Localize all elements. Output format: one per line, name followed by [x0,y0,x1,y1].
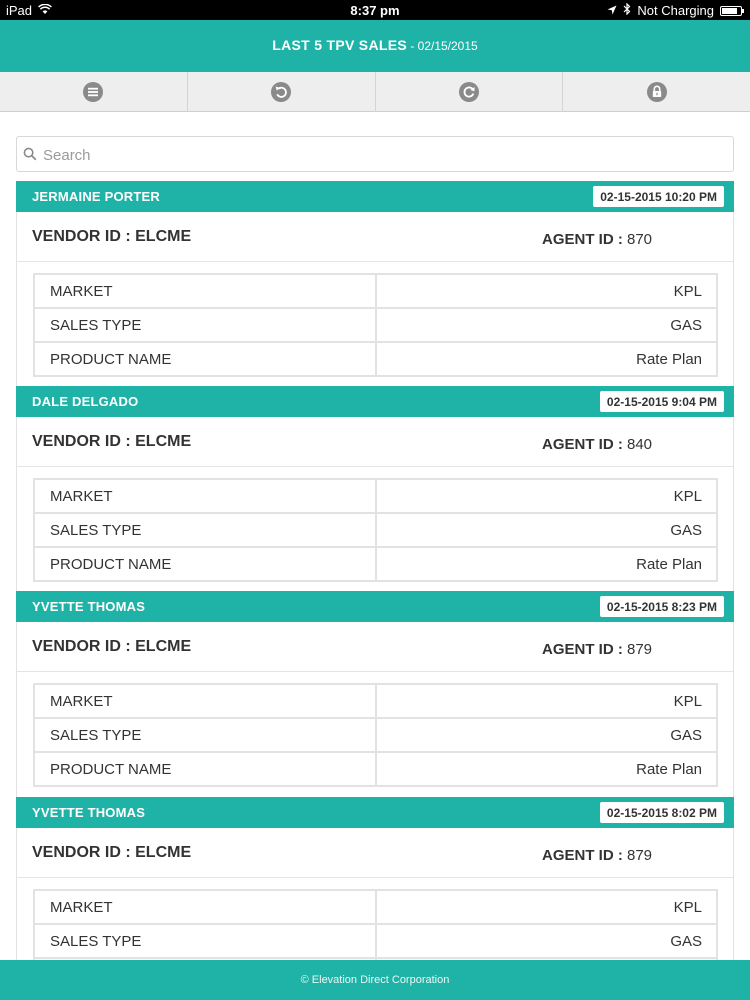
lock-icon [646,81,668,103]
divider [17,466,733,467]
vendor-id-value: ELCME [135,433,192,450]
refresh-icon [458,81,480,103]
agent-id [542,641,652,658]
detail-label: SALES TYPE [34,924,376,958]
vendor-id-value: ELCME [135,638,192,655]
sale-timestamp: 02-15-2015 9:04 PM [600,391,724,412]
agent-id-value: 870 [627,231,653,248]
sale-timestamp: 02-15-2015 10:20 PM [593,186,724,207]
copyright-text: © Elevation Direct Corporation [300,974,450,986]
sale-details-table [33,478,718,582]
device-label: iPad [6,3,33,18]
sale-card [16,181,734,387]
table-row [34,513,717,547]
search-icon [23,147,37,161]
table-row [34,342,717,376]
table-row [34,479,717,513]
customer-name: YVETTE THOMAS [32,805,146,820]
table-row [34,890,717,924]
refresh-button[interactable] [376,72,564,112]
agent-id-label: AGENT ID : [542,641,627,658]
toolbar [0,72,750,112]
battery-icon [720,6,742,16]
vendor-id-value: ELCME [135,228,192,245]
detail-label: SALES TYPE [34,513,376,547]
footer [0,960,750,1000]
detail-label: MARKET [34,479,376,513]
vendor-id-label: VENDOR ID : [32,844,136,861]
detail-label: MARKET [34,274,376,308]
vendor-id-label: VENDOR ID : [32,638,136,655]
detail-value: KPL [376,479,717,513]
sale-card [16,386,734,592]
menu-button[interactable] [0,72,188,112]
table-row [34,274,717,308]
detail-label: MARKET [34,890,376,924]
vendor-id-value: ELCME [135,844,192,861]
sale-card-header[interactable] [16,591,734,622]
status-bar [0,0,750,20]
agent-id-value: 840 [627,436,653,453]
divider [17,671,733,672]
detail-label: PRODUCT NAME [34,752,376,786]
vendor-id [32,638,191,656]
detail-value: GAS [376,308,717,342]
detail-value: GAS [376,924,717,958]
undo-icon [270,81,292,103]
detail-label: PRODUCT NAME [34,342,376,376]
sale-card-header[interactable] [16,386,734,417]
status-time: 8:37 pm [350,3,400,18]
agent-id-label: AGENT ID : [542,436,627,453]
page-title: LAST 5 TPV SALES [272,37,407,53]
lock-button[interactable] [563,72,750,112]
search-input[interactable] [43,143,723,167]
detail-label: MARKET [34,684,376,718]
customer-name: JERMAINE PORTER [32,189,160,204]
bluetooth-icon [623,3,631,18]
detail-label: SALES TYPE [34,308,376,342]
agent-id-value: 879 [627,847,653,864]
detail-value: Rate Plan [376,752,717,786]
sale-card [16,591,734,797]
agent-id [542,847,652,864]
vendor-id [32,844,191,862]
search-bar [16,136,734,172]
table-row [34,718,717,752]
sale-timestamp: 02-15-2015 8:23 PM [600,596,724,617]
app-header [0,20,750,72]
customer-name: DALE DELGADO [32,394,139,409]
sale-details-table [33,683,718,787]
vendor-id [32,228,191,246]
sale-details-table [33,273,718,377]
undo-button[interactable] [188,72,376,112]
divider [17,877,733,878]
agent-id [542,436,652,453]
detail-value: KPL [376,274,717,308]
detail-value: KPL [376,890,717,924]
location-arrow-icon [607,3,617,18]
detail-value: Rate Plan [376,547,717,581]
status-bar-right [607,3,742,18]
sale-card-header[interactable] [16,181,734,212]
detail-value: GAS [376,718,717,752]
agent-id-label: AGENT ID : [542,231,627,248]
table-row [34,752,717,786]
agent-id-label: AGENT ID : [542,847,627,864]
menu-icon [82,81,104,103]
table-row [34,308,717,342]
detail-value: KPL [376,684,717,718]
sale-card-header[interactable] [16,797,734,828]
vendor-id-label: VENDOR ID : [32,433,136,450]
detail-value: GAS [376,513,717,547]
detail-value: Rate Plan [376,342,717,376]
header-date: - 02/15/2015 [406,39,478,53]
customer-name: YVETTE THOMAS [32,599,146,614]
battery-level [722,8,737,14]
vendor-id-label: VENDOR ID : [32,228,136,245]
divider [17,261,733,262]
table-row [34,547,717,581]
agent-id-value: 879 [627,641,653,658]
table-row [34,924,717,958]
header-title-group [0,37,750,55]
detail-label: PRODUCT NAME [34,547,376,581]
charging-status: Not Charging [637,3,714,18]
detail-label: SALES TYPE [34,718,376,752]
agent-id [542,231,652,248]
sale-timestamp: 02-15-2015 8:02 PM [600,802,724,823]
table-row [34,684,717,718]
vendor-id [32,433,191,451]
